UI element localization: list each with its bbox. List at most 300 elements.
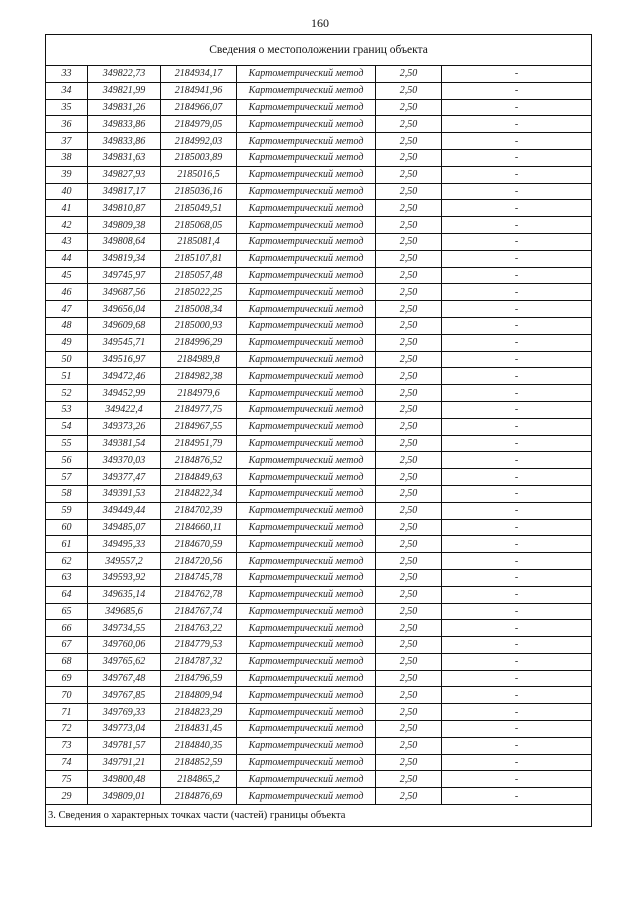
y-coordinate-cell: 2185081,4 xyxy=(161,233,237,250)
precision-cell: 2,50 xyxy=(376,603,442,620)
method-cell: Картометрический метод xyxy=(237,553,376,570)
method-cell: Картометрический метод xyxy=(237,250,376,267)
y-coordinate-cell: 2184660,11 xyxy=(161,519,237,536)
point-number-cell: 43 xyxy=(46,233,88,250)
method-cell: Картометрический метод xyxy=(237,267,376,284)
y-coordinate-cell: 2185022,25 xyxy=(161,284,237,301)
method-cell: Картометрический метод xyxy=(237,351,376,368)
precision-cell: 2,50 xyxy=(376,351,442,368)
y-coordinate-cell: 2184767,74 xyxy=(161,603,237,620)
point-number-cell: 73 xyxy=(46,737,88,754)
description-cell: - xyxy=(442,569,592,586)
x-coordinate-cell: 349685,6 xyxy=(88,603,161,620)
table-row xyxy=(46,485,592,502)
x-coordinate-cell: 349773,04 xyxy=(88,721,161,738)
precision-cell: 2,50 xyxy=(376,183,442,200)
description-cell: - xyxy=(442,99,592,116)
description-cell: - xyxy=(442,334,592,351)
method-cell: Картометрический метод xyxy=(237,788,376,805)
precision-cell: 2,50 xyxy=(376,250,442,267)
description-cell: - xyxy=(442,435,592,452)
point-number-cell: 58 xyxy=(46,485,88,502)
point-number-cell: 46 xyxy=(46,284,88,301)
y-coordinate-cell: 2184670,59 xyxy=(161,536,237,553)
description-cell: - xyxy=(442,133,592,150)
table-row xyxy=(46,351,592,368)
method-cell: Картометрический метод xyxy=(237,116,376,133)
table-row xyxy=(46,553,592,570)
point-number-cell: 74 xyxy=(46,754,88,771)
point-number-cell: 42 xyxy=(46,217,88,234)
precision-cell: 2,50 xyxy=(376,586,442,603)
description-cell: - xyxy=(442,401,592,418)
x-coordinate-cell: 349373,26 xyxy=(88,418,161,435)
x-coordinate-cell: 349422,4 xyxy=(88,401,161,418)
precision-cell: 2,50 xyxy=(376,569,442,586)
x-coordinate-cell: 349817,17 xyxy=(88,183,161,200)
table-row xyxy=(46,620,592,637)
precision-cell: 2,50 xyxy=(376,670,442,687)
table-row xyxy=(46,133,592,150)
method-cell: Картометрический метод xyxy=(237,401,376,418)
point-number-cell: 65 xyxy=(46,603,88,620)
description-cell: - xyxy=(442,586,592,603)
method-cell: Картометрический метод xyxy=(237,569,376,586)
table-row xyxy=(46,217,592,234)
description-cell: - xyxy=(442,670,592,687)
table-row xyxy=(46,435,592,452)
precision-cell: 2,50 xyxy=(376,502,442,519)
description-cell: - xyxy=(442,788,592,805)
y-coordinate-cell: 2185068,05 xyxy=(161,217,237,234)
table-row xyxy=(46,687,592,704)
point-number-cell: 57 xyxy=(46,469,88,486)
method-cell: Картометрический метод xyxy=(237,603,376,620)
description-cell: - xyxy=(442,637,592,654)
y-coordinate-cell: 2185016,5 xyxy=(161,166,237,183)
point-number-cell: 54 xyxy=(46,418,88,435)
precision-cell: 2,50 xyxy=(376,166,442,183)
precision-cell: 2,50 xyxy=(376,485,442,502)
x-coordinate-cell: 349809,01 xyxy=(88,788,161,805)
y-coordinate-cell: 2185000,93 xyxy=(161,317,237,334)
point-number-cell: 69 xyxy=(46,670,88,687)
precision-cell: 2,50 xyxy=(376,637,442,654)
y-coordinate-cell: 2185057,48 xyxy=(161,267,237,284)
x-coordinate-cell: 349809,38 xyxy=(88,217,161,234)
x-coordinate-cell: 349819,34 xyxy=(88,250,161,267)
y-coordinate-cell: 2184745,78 xyxy=(161,569,237,586)
precision-cell: 2,50 xyxy=(376,771,442,788)
table-row xyxy=(46,301,592,318)
method-cell: Картометрический метод xyxy=(237,502,376,519)
y-coordinate-cell: 2184941,96 xyxy=(161,82,237,99)
precision-cell: 2,50 xyxy=(376,435,442,452)
point-number-cell: 63 xyxy=(46,569,88,586)
table-row xyxy=(46,200,592,217)
description-cell: - xyxy=(442,200,592,217)
y-coordinate-cell: 2184809,94 xyxy=(161,687,237,704)
table-row xyxy=(46,637,592,654)
method-cell: Картометрический метод xyxy=(237,385,376,402)
precision-cell: 2,50 xyxy=(376,66,442,83)
point-number-cell: 56 xyxy=(46,452,88,469)
precision-cell: 2,50 xyxy=(376,788,442,805)
precision-cell: 2,50 xyxy=(376,418,442,435)
description-cell: - xyxy=(442,452,592,469)
point-number-cell: 29 xyxy=(46,788,88,805)
point-number-cell: 48 xyxy=(46,317,88,334)
x-coordinate-cell: 349495,33 xyxy=(88,536,161,553)
x-coordinate-cell: 349377,47 xyxy=(88,469,161,486)
method-cell: Картометрический метод xyxy=(237,317,376,334)
x-coordinate-cell: 349745,97 xyxy=(88,267,161,284)
x-coordinate-cell: 349449,44 xyxy=(88,502,161,519)
table-row xyxy=(46,317,592,334)
y-coordinate-cell: 2184702,39 xyxy=(161,502,237,519)
point-number-cell: 66 xyxy=(46,620,88,637)
precision-cell: 2,50 xyxy=(376,200,442,217)
method-cell: Картометрический метод xyxy=(237,435,376,452)
point-number-cell: 34 xyxy=(46,82,88,99)
method-cell: Картометрический метод xyxy=(237,183,376,200)
precision-cell: 2,50 xyxy=(376,401,442,418)
y-coordinate-cell: 2184796,59 xyxy=(161,670,237,687)
x-coordinate-cell: 349635,14 xyxy=(88,586,161,603)
y-coordinate-cell: 2184822,34 xyxy=(161,485,237,502)
description-cell: - xyxy=(442,166,592,183)
table-row xyxy=(46,250,592,267)
method-cell: Картометрический метод xyxy=(237,721,376,738)
x-coordinate-cell: 349516,97 xyxy=(88,351,161,368)
y-coordinate-cell: 2184762,78 xyxy=(161,586,237,603)
point-number-cell: 50 xyxy=(46,351,88,368)
method-cell: Картометрический метод xyxy=(237,284,376,301)
x-coordinate-cell: 349831,63 xyxy=(88,149,161,166)
point-number-cell: 64 xyxy=(46,586,88,603)
table-row xyxy=(46,586,592,603)
x-coordinate-cell: 349687,56 xyxy=(88,284,161,301)
description-cell: - xyxy=(442,233,592,250)
table-row xyxy=(46,267,592,284)
table-row xyxy=(46,519,592,536)
y-coordinate-cell: 2185008,34 xyxy=(161,301,237,318)
table-row xyxy=(46,737,592,754)
point-number-cell: 35 xyxy=(46,99,88,116)
y-coordinate-cell: 2184865,2 xyxy=(161,771,237,788)
table-row xyxy=(46,670,592,687)
method-cell: Картометрический метод xyxy=(237,133,376,150)
point-number-cell: 40 xyxy=(46,183,88,200)
precision-cell: 2,50 xyxy=(376,536,442,553)
description-cell: - xyxy=(442,149,592,166)
table-row xyxy=(46,66,592,83)
section-caption: 3. Сведения о характерных точках части (частей) границы объекта xyxy=(46,805,592,827)
description-cell: - xyxy=(442,368,592,385)
description-cell: - xyxy=(442,553,592,570)
description-cell: - xyxy=(442,704,592,721)
precision-cell: 2,50 xyxy=(376,737,442,754)
y-coordinate-cell: 2184951,79 xyxy=(161,435,237,452)
description-cell: - xyxy=(442,485,592,502)
description-cell: - xyxy=(442,385,592,402)
y-coordinate-cell: 2184989,8 xyxy=(161,351,237,368)
method-cell: Картометрический метод xyxy=(237,301,376,318)
point-number-cell: 67 xyxy=(46,637,88,654)
x-coordinate-cell: 349370,03 xyxy=(88,452,161,469)
point-number-cell: 47 xyxy=(46,301,88,318)
method-cell: Картометрический метод xyxy=(237,519,376,536)
x-coordinate-cell: 349810,87 xyxy=(88,200,161,217)
y-coordinate-cell: 2184992,03 xyxy=(161,133,237,150)
x-coordinate-cell: 349808,64 xyxy=(88,233,161,250)
precision-cell: 2,50 xyxy=(376,317,442,334)
x-coordinate-cell: 349765,62 xyxy=(88,653,161,670)
description-cell: - xyxy=(442,519,592,536)
point-number-cell: 53 xyxy=(46,401,88,418)
description-cell: - xyxy=(442,217,592,234)
method-cell: Картометрический метод xyxy=(237,653,376,670)
description-cell: - xyxy=(442,351,592,368)
description-cell: - xyxy=(442,536,592,553)
precision-cell: 2,50 xyxy=(376,469,442,486)
method-cell: Картометрический метод xyxy=(237,620,376,637)
point-number-cell: 37 xyxy=(46,133,88,150)
method-cell: Картометрический метод xyxy=(237,149,376,166)
x-coordinate-cell: 349593,92 xyxy=(88,569,161,586)
table-row xyxy=(46,653,592,670)
table-row xyxy=(46,166,592,183)
x-coordinate-cell: 349391,53 xyxy=(88,485,161,502)
table-row xyxy=(46,401,592,418)
method-cell: Картометрический метод xyxy=(237,334,376,351)
table-row xyxy=(46,536,592,553)
method-cell: Картометрический метод xyxy=(237,82,376,99)
point-number-cell: 49 xyxy=(46,334,88,351)
precision-cell: 2,50 xyxy=(376,284,442,301)
method-cell: Картометрический метод xyxy=(237,771,376,788)
precision-cell: 2,50 xyxy=(376,385,442,402)
point-number-cell: 36 xyxy=(46,116,88,133)
x-coordinate-cell: 349767,48 xyxy=(88,670,161,687)
section-caption-row xyxy=(46,805,592,827)
y-coordinate-cell: 2184720,56 xyxy=(161,553,237,570)
x-coordinate-cell: 349557,2 xyxy=(88,553,161,570)
precision-cell: 2,50 xyxy=(376,133,442,150)
y-coordinate-cell: 2184876,52 xyxy=(161,452,237,469)
point-number-cell: 39 xyxy=(46,166,88,183)
precision-cell: 2,50 xyxy=(376,754,442,771)
method-cell: Картометрический метод xyxy=(237,368,376,385)
x-coordinate-cell: 349800,48 xyxy=(88,771,161,788)
table-row xyxy=(46,603,592,620)
table-row xyxy=(46,82,592,99)
description-cell: - xyxy=(442,771,592,788)
x-coordinate-cell: 349485,07 xyxy=(88,519,161,536)
method-cell: Картометрический метод xyxy=(237,233,376,250)
x-coordinate-cell: 349822,73 xyxy=(88,66,161,83)
table-row xyxy=(46,754,592,771)
point-number-cell: 62 xyxy=(46,553,88,570)
description-cell: - xyxy=(442,603,592,620)
description-cell: - xyxy=(442,66,592,83)
precision-cell: 2,50 xyxy=(376,267,442,284)
table-row xyxy=(46,284,592,301)
table-row xyxy=(46,233,592,250)
table-row xyxy=(46,116,592,133)
x-coordinate-cell: 349831,26 xyxy=(88,99,161,116)
precision-cell: 2,50 xyxy=(376,82,442,99)
y-coordinate-cell: 2184852,59 xyxy=(161,754,237,771)
point-number-cell: 72 xyxy=(46,721,88,738)
precision-cell: 2,50 xyxy=(376,553,442,570)
description-cell: - xyxy=(442,284,592,301)
x-coordinate-cell: 349734,55 xyxy=(88,620,161,637)
point-number-cell: 75 xyxy=(46,771,88,788)
precision-cell: 2,50 xyxy=(376,301,442,318)
table-row xyxy=(46,368,592,385)
precision-cell: 2,50 xyxy=(376,233,442,250)
method-cell: Картометрический метод xyxy=(237,536,376,553)
point-number-cell: 55 xyxy=(46,435,88,452)
description-cell: - xyxy=(442,721,592,738)
table-row xyxy=(46,788,592,805)
description-cell: - xyxy=(442,116,592,133)
y-coordinate-cell: 2184779,53 xyxy=(161,637,237,654)
x-coordinate-cell: 349827,93 xyxy=(88,166,161,183)
x-coordinate-cell: 349833,86 xyxy=(88,116,161,133)
description-cell: - xyxy=(442,301,592,318)
point-number-cell: 33 xyxy=(46,66,88,83)
precision-cell: 2,50 xyxy=(376,116,442,133)
y-coordinate-cell: 2184934,17 xyxy=(161,66,237,83)
table-row xyxy=(46,569,592,586)
method-cell: Картометрический метод xyxy=(237,737,376,754)
y-coordinate-cell: 2184977,75 xyxy=(161,401,237,418)
method-cell: Картометрический метод xyxy=(237,704,376,721)
method-cell: Картометрический метод xyxy=(237,66,376,83)
method-cell: Картометрический метод xyxy=(237,469,376,486)
table-title-row xyxy=(46,35,592,66)
x-coordinate-cell: 349781,57 xyxy=(88,737,161,754)
point-number-cell: 45 xyxy=(46,267,88,284)
y-coordinate-cell: 2184840,35 xyxy=(161,737,237,754)
y-coordinate-cell: 2185049,51 xyxy=(161,200,237,217)
x-coordinate-cell: 349767,85 xyxy=(88,687,161,704)
x-coordinate-cell: 349381,54 xyxy=(88,435,161,452)
y-coordinate-cell: 2184982,38 xyxy=(161,368,237,385)
y-coordinate-cell: 2184823,29 xyxy=(161,704,237,721)
x-coordinate-cell: 349821,99 xyxy=(88,82,161,99)
description-cell: - xyxy=(442,620,592,637)
y-coordinate-cell: 2184979,6 xyxy=(161,385,237,402)
x-coordinate-cell: 349760,06 xyxy=(88,637,161,654)
method-cell: Картометрический метод xyxy=(237,637,376,654)
point-number-cell: 44 xyxy=(46,250,88,267)
point-number-cell: 68 xyxy=(46,653,88,670)
x-coordinate-cell: 349609,68 xyxy=(88,317,161,334)
method-cell: Картометрический метод xyxy=(237,166,376,183)
method-cell: Картометрический метод xyxy=(237,200,376,217)
point-number-cell: 61 xyxy=(46,536,88,553)
precision-cell: 2,50 xyxy=(376,721,442,738)
table-row xyxy=(46,334,592,351)
table-row xyxy=(46,469,592,486)
table-row xyxy=(46,149,592,166)
table-row xyxy=(46,99,592,116)
point-number-cell: 60 xyxy=(46,519,88,536)
y-coordinate-cell: 2184979,05 xyxy=(161,116,237,133)
y-coordinate-cell: 2185107,81 xyxy=(161,250,237,267)
method-cell: Картометрический метод xyxy=(237,99,376,116)
method-cell: Картометрический метод xyxy=(237,586,376,603)
y-coordinate-cell: 2184831,45 xyxy=(161,721,237,738)
precision-cell: 2,50 xyxy=(376,653,442,670)
point-number-cell: 52 xyxy=(46,385,88,402)
table-row xyxy=(46,502,592,519)
x-coordinate-cell: 349656,04 xyxy=(88,301,161,318)
table-row xyxy=(46,418,592,435)
point-number-cell: 51 xyxy=(46,368,88,385)
table-row xyxy=(46,771,592,788)
table-row xyxy=(46,385,592,402)
page-number: 160 xyxy=(311,16,329,30)
y-coordinate-cell: 2184966,07 xyxy=(161,99,237,116)
point-number-cell: 41 xyxy=(46,200,88,217)
y-coordinate-cell: 2184787,32 xyxy=(161,653,237,670)
description-cell: - xyxy=(442,653,592,670)
precision-cell: 2,50 xyxy=(376,368,442,385)
description-cell: - xyxy=(442,687,592,704)
description-cell: - xyxy=(442,250,592,267)
x-coordinate-cell: 349791,21 xyxy=(88,754,161,771)
y-coordinate-cell: 2184763,22 xyxy=(161,620,237,637)
table-row xyxy=(46,721,592,738)
method-cell: Картометрический метод xyxy=(237,485,376,502)
y-coordinate-cell: 2184967,55 xyxy=(161,418,237,435)
precision-cell: 2,50 xyxy=(376,704,442,721)
x-coordinate-cell: 349452,99 xyxy=(88,385,161,402)
precision-cell: 2,50 xyxy=(376,99,442,116)
description-cell: - xyxy=(442,754,592,771)
precision-cell: 2,50 xyxy=(376,620,442,637)
table-row xyxy=(46,704,592,721)
point-number-cell: 59 xyxy=(46,502,88,519)
point-number-cell: 38 xyxy=(46,149,88,166)
y-coordinate-cell: 2184996,29 xyxy=(161,334,237,351)
point-number-cell: 71 xyxy=(46,704,88,721)
x-coordinate-cell: 349545,71 xyxy=(88,334,161,351)
precision-cell: 2,50 xyxy=(376,217,442,234)
x-coordinate-cell: 349472,46 xyxy=(88,368,161,385)
table-row xyxy=(46,452,592,469)
description-cell: - xyxy=(442,82,592,99)
y-coordinate-cell: 2184876,69 xyxy=(161,788,237,805)
point-number-cell: 70 xyxy=(46,687,88,704)
description-cell: - xyxy=(442,317,592,334)
table-row xyxy=(46,183,592,200)
x-coordinate-cell: 349833,86 xyxy=(88,133,161,150)
method-cell: Картометрический метод xyxy=(237,754,376,771)
y-coordinate-cell: 2184849,63 xyxy=(161,469,237,486)
description-cell: - xyxy=(442,418,592,435)
boundary-table xyxy=(45,34,592,827)
method-cell: Картометрический метод xyxy=(237,418,376,435)
x-coordinate-cell: 349769,33 xyxy=(88,704,161,721)
description-cell: - xyxy=(442,502,592,519)
precision-cell: 2,50 xyxy=(376,334,442,351)
method-cell: Картометрический метод xyxy=(237,687,376,704)
